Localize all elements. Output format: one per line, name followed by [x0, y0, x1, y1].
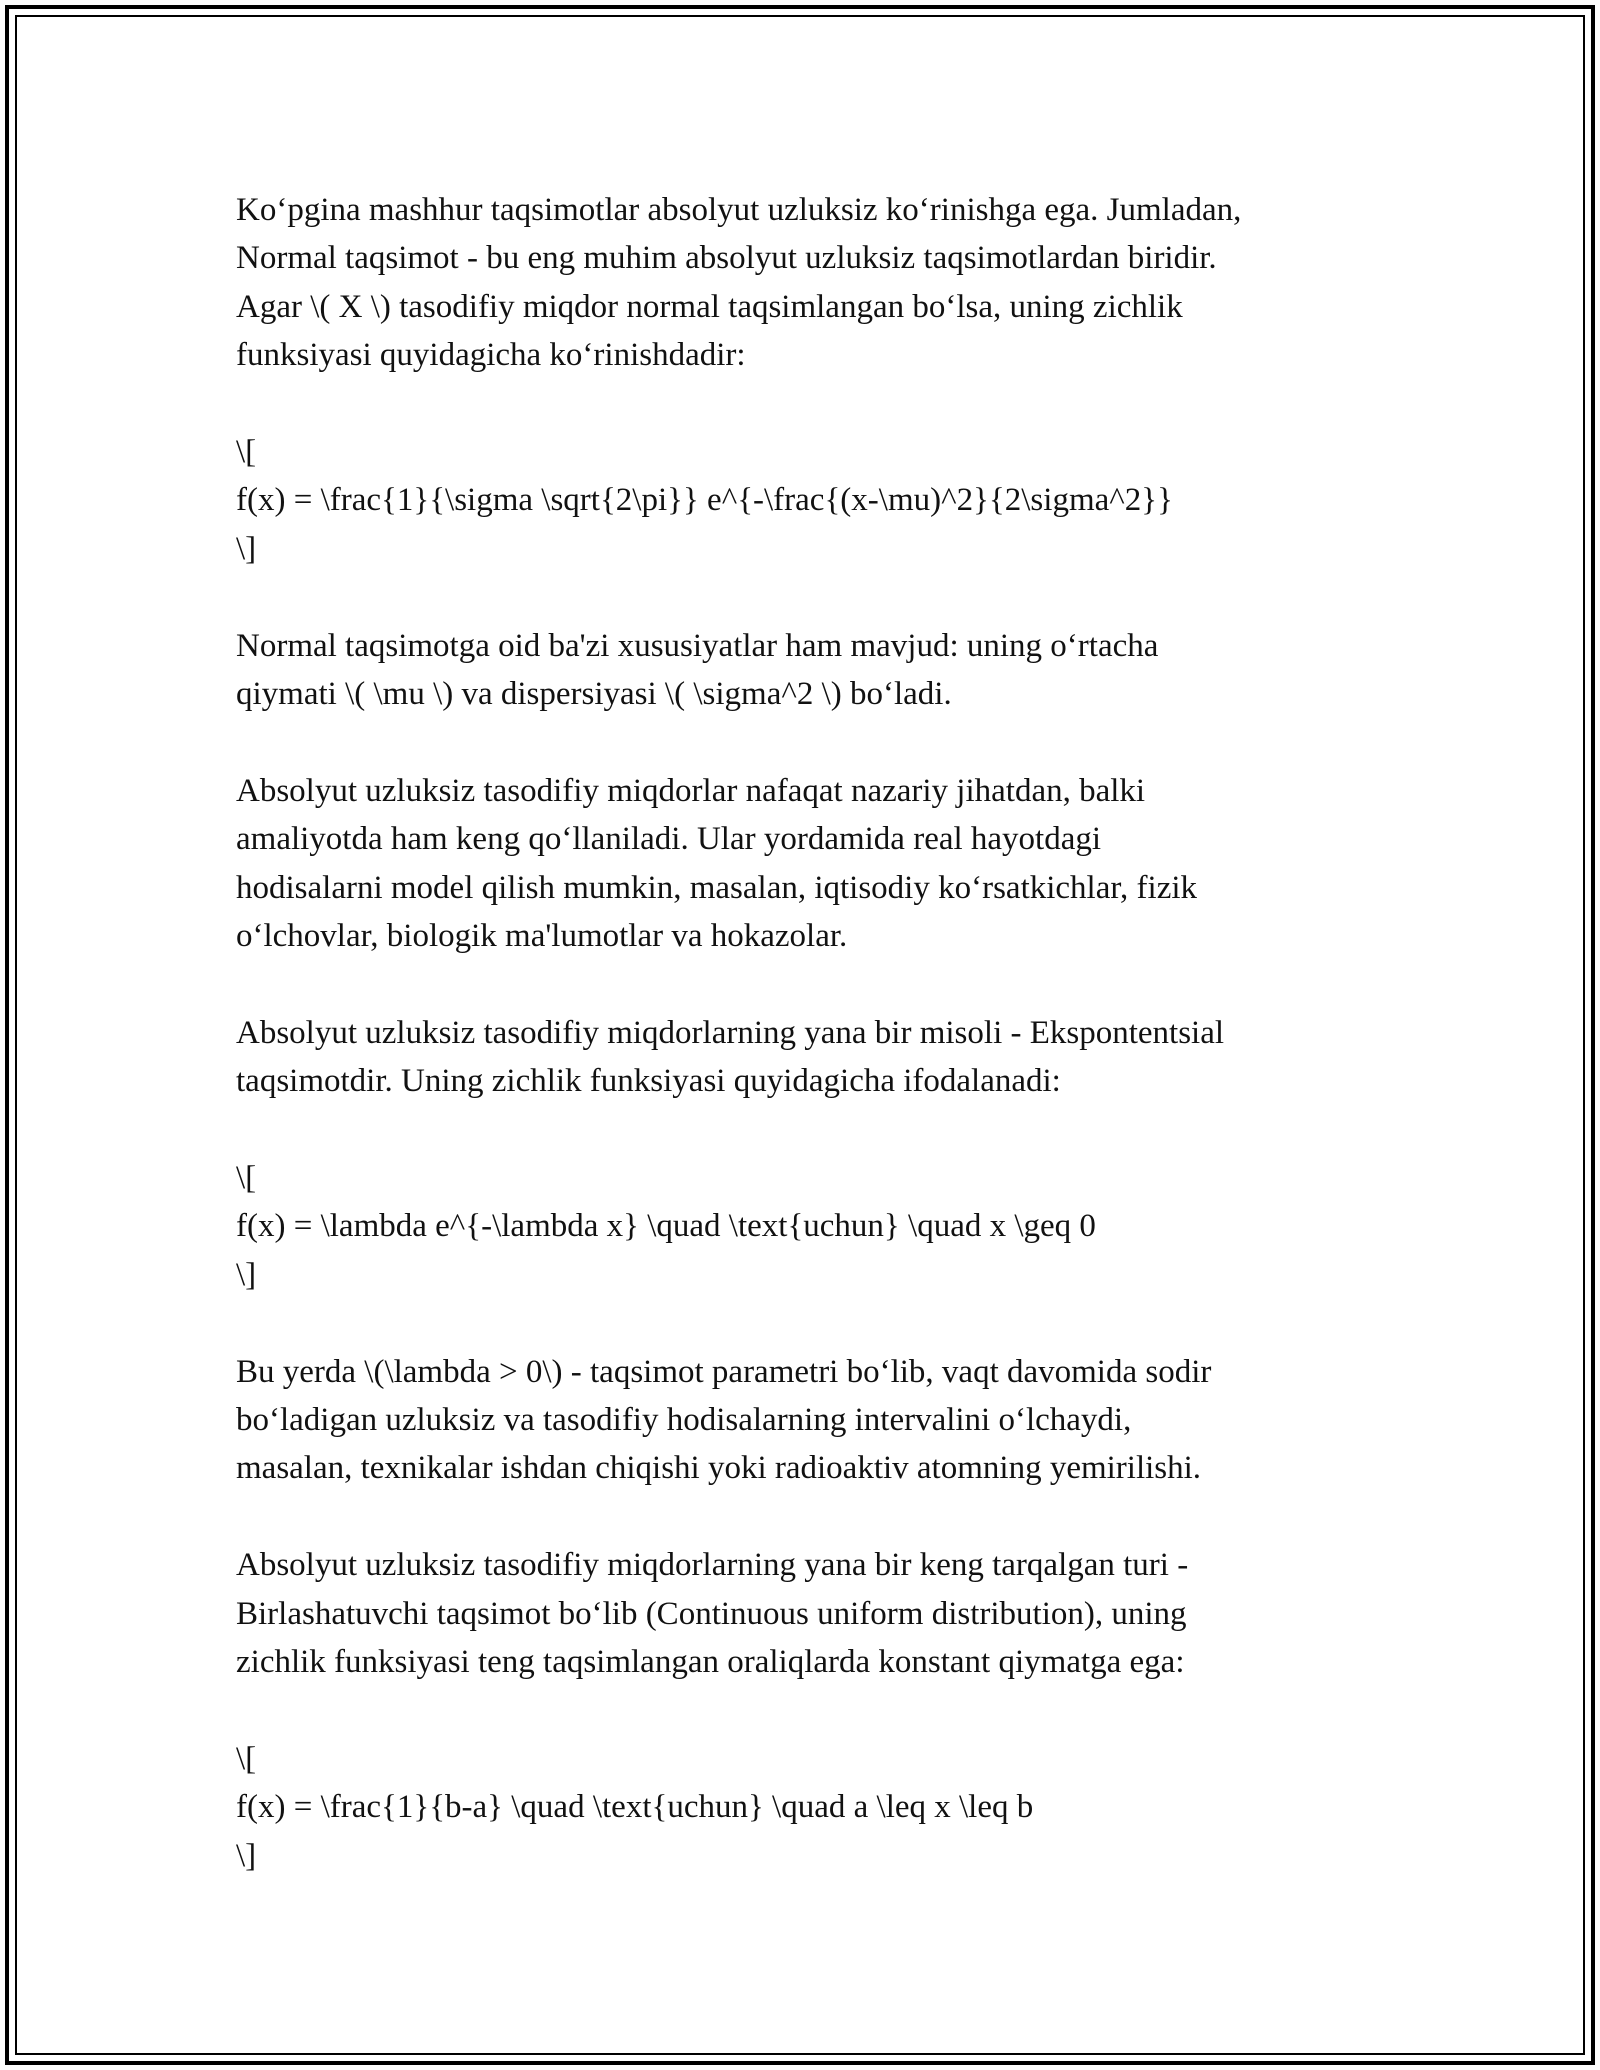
text-line: Absolyut uzluksiz tasodifiy miqdorlarning yana bir misoli - Ekspontentsial	[236, 1014, 1225, 1051]
text-line: amaliyotda ham keng qo‘llaniladi. Ular yordamida real hayotdagi	[236, 821, 1102, 858]
formula-exponential-density	[236, 1154, 1396, 1299]
formula-uniform-density	[236, 1735, 1396, 1880]
paragraph-normal-intro	[236, 186, 1396, 380]
text-line: Ko‘pgina mashhur taqsimotlar absolyut uzluksiz ko‘rinishga ega. Jumladan,	[236, 192, 1242, 228]
text-line: Absolyut uzluksiz tasodifiy miqdorlarning yana bir keng tarqalgan turi -	[236, 1547, 1189, 1584]
text-line: qiymati \( \mu \) va dispersiyasi \( \sigma^2 \) bo‘ladi.	[236, 676, 952, 713]
text-line: Normal taqsimotga oid ba'zi xususiyatlar ham mavjud: uning o‘rtacha	[236, 627, 1159, 664]
paragraph-exponential-parameter	[236, 1348, 1396, 1493]
text-line: funksiyasi quyidagicha ko‘rinishdadir:	[236, 337, 746, 374]
formula-close: \]	[236, 1256, 257, 1293]
text-line: o‘lchovlar, biologik ma'lumotlar va hokazolar.	[236, 918, 848, 955]
paragraph-exponential-intro	[236, 1009, 1396, 1106]
document-body	[236, 186, 1396, 1880]
text-line: zichlik funksiyasi teng taqsimlangan oraliqlarda konstant qiymatga ega:	[236, 1644, 1185, 1681]
text-line: taqsimotdir. Uning zichlik funksiyasi quyidagicha ifodalanadi:	[236, 1063, 1061, 1100]
text-line: masalan, texnikalar ishdan chiqishi yoki radioaktiv atomning yemirilishi.	[236, 1450, 1202, 1487]
formula-open: \[	[236, 1160, 257, 1197]
paragraph-normal-properties	[236, 622, 1396, 719]
text-line: Bu yerda \(\lambda > 0\) - taqsimot parametri bo‘lib, vaqt davomida sodir	[236, 1353, 1212, 1390]
paragraph-uniform-intro	[236, 1541, 1396, 1686]
formula-open: \[	[236, 434, 257, 471]
text-line: hodisalarni model qilish mumkin, masalan, iqtisodiy ko‘rsatkichlar, fizik	[236, 869, 1198, 906]
paragraph-applications	[236, 767, 1396, 961]
formula-line: f(x) = \frac{1}{\sigma \sqrt{2\pi}} e^{-\frac{(x-\mu)^2}{2\sigma^2}}	[236, 482, 1173, 519]
text-line: Birlashatuvchi taqsimot bo‘lib (Continuous uniform distribution), uning	[236, 1595, 1187, 1632]
formula-line: f(x) = \frac{1}{b-a} \quad \text{uchun} \quad a \leq x \leq b	[236, 1789, 1034, 1826]
formula-line: f(x) = \lambda e^{-\lambda x} \quad \text{uchun} \quad x \geq 0	[236, 1208, 1096, 1245]
text-line: Agar \( X \) tasodifiy miqdor normal taqsimlangan bo‘lsa, uning zichlik	[236, 288, 1183, 325]
formula-normal-density	[236, 428, 1396, 573]
formula-close: \]	[236, 530, 257, 567]
text-line: Absolyut uzluksiz tasodifiy miqdorlar nafaqat nazariy jihatdan, balki	[236, 772, 1146, 809]
text-line: bo‘ladigan uzluksiz va tasodifiy hodisalarning intervalini o‘lchaydi,	[236, 1402, 1132, 1439]
formula-close: \]	[236, 1837, 257, 1874]
text-line: Normal taqsimot - bu eng muhim absolyut uzluksiz taqsimotlardan biridir.	[236, 240, 1217, 277]
formula-open: \[	[236, 1740, 257, 1777]
